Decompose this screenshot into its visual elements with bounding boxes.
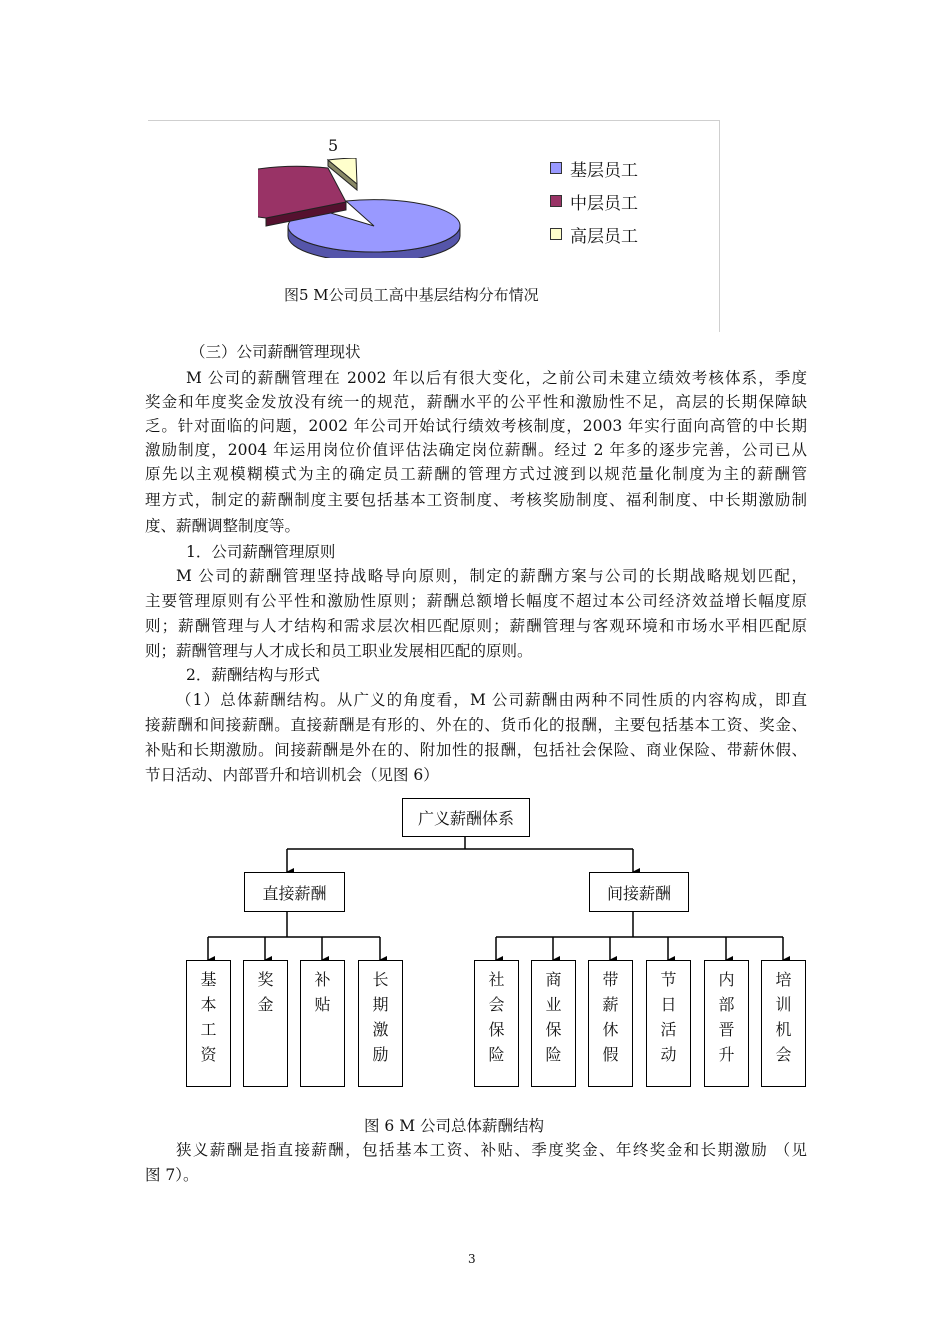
para3-line2: 接薪酬和间接薪酬。直接薪酬是有形的、外在的、货币化的报酬，主要包括基本工资、奖金、 <box>145 716 807 734</box>
para1-line3: 乏。针对面临的问题，2002 年公司开始试行绩效考核制度，2003 年实行面向高管的中长期 <box>145 417 807 435</box>
direct-item-3-char-0: 长 <box>372 970 389 989</box>
direct-item-3-char-3: 励 <box>372 1045 389 1064</box>
direct-item-0 <box>186 960 231 1087</box>
pie-data-label: 5 <box>328 136 339 155</box>
indirect-item-3-char-1: 日 <box>660 995 677 1014</box>
indirect-item-0-char-0: 社 <box>488 970 505 989</box>
indirect-item-0-char-1: 会 <box>488 995 505 1014</box>
para1-line5: 原先以主观模糊模式为主的确定员工薪酬的管理方式过渡到以规范量化制度为主的薪酬管 <box>145 465 807 483</box>
heading-1: 1．公司薪酬管理原则 <box>186 543 336 561</box>
figure-5-caption: 图5 M公司员工高中基层结构分布情况 <box>284 286 539 304</box>
indirect-item-1 <box>531 960 576 1087</box>
node-indirect: 间接薪酬 <box>589 872 689 912</box>
indirect-item-1-char-0: 商 <box>545 970 562 989</box>
direct-item-3 <box>358 960 403 1087</box>
direct-item-0-char-1: 本 <box>200 995 217 1014</box>
para2-line4: 则；薪酬管理与人才成长和员工职业发展相匹配的原则。 <box>145 642 533 660</box>
para2-line1: M 公司的薪酬管理坚持战略导向原则，制定的薪酬方案与公司的长期战略规划匹配， <box>176 567 807 585</box>
para1-line6: 理方式，制定的薪酬制度主要包括基本工资制度、考核奖励制度、福利制度、中长期激励制 <box>145 491 807 509</box>
indirect-item-0 <box>474 960 519 1087</box>
direct-item-2 <box>300 960 345 1087</box>
node-root: 广义薪酬体系 <box>402 798 530 837</box>
indirect-item-3-char-3: 动 <box>660 1045 677 1064</box>
legend-label-top: 高层员工 <box>570 226 638 247</box>
indirect-item-5-char-3: 会 <box>775 1045 792 1064</box>
para3-line1: （1）总体薪酬结构。从广义的角度看，M 公司薪酬由两种不同性质的内容构成，即直 <box>176 691 807 709</box>
indirect-item-2-char-1: 薪 <box>602 995 619 1014</box>
indirect-item-4-char-1: 部 <box>718 995 735 1014</box>
indirect-item-1-char-1: 业 <box>545 995 562 1014</box>
indirect-item-2-char-3: 假 <box>602 1045 619 1064</box>
legend-label-base: 基层员工 <box>570 160 638 181</box>
direct-item-0-char-3: 资 <box>200 1045 217 1064</box>
indirect-item-5-char-1: 训 <box>775 995 792 1014</box>
indirect-item-3-char-0: 节 <box>660 970 677 989</box>
heading-2: 2．薪酬结构与形式 <box>186 666 320 684</box>
indirect-item-3 <box>646 960 691 1087</box>
para3-line4: 节日活动、内部晋升和培训机会（见图 6） <box>145 766 439 784</box>
indirect-item-2-char-2: 休 <box>602 1020 619 1039</box>
para1-line1: M 公司的薪酬管理在 2002 年以后有很大变化，之前公司未建立绩效考核体系，季度 <box>186 369 807 387</box>
indirect-item-4 <box>704 960 749 1087</box>
page-number: 3 <box>468 1252 476 1266</box>
indirect-item-0-char-3: 险 <box>488 1045 505 1064</box>
direct-item-0-char-2: 工 <box>200 1020 217 1039</box>
indirect-item-3-char-2: 活 <box>660 1020 677 1039</box>
indirect-item-5-char-2: 机 <box>775 1020 792 1039</box>
para2-line2: 主要管理原则有公平性和激励性原则；薪酬总额增长幅度不超过本公司经济效益增长幅度原 <box>145 592 807 610</box>
para4-line2: 图 7）。 <box>145 1166 199 1184</box>
para1-line2: 奖金和年度奖金发放没有统一的规范，薪酬水平的公平性和激励性不足，高层的长期保障缺 <box>145 393 807 411</box>
indirect-item-0-char-2: 保 <box>488 1020 505 1039</box>
indirect-item-2-char-0: 带 <box>602 970 619 989</box>
node-direct: 直接薪酬 <box>244 872 345 912</box>
indirect-item-5-char-0: 培 <box>775 970 792 989</box>
indirect-item-4-char-2: 晋 <box>718 1020 735 1039</box>
para3-line3: 补贴和长期激励。间接薪酬是外在的、附加性的报酬，包括社会保险、商业保险、带薪休假、 <box>145 741 807 759</box>
direct-item-3-char-2: 激 <box>372 1020 389 1039</box>
indirect-item-1-char-2: 保 <box>545 1020 562 1039</box>
direct-item-0-char-0: 基 <box>200 970 217 989</box>
indirect-item-5 <box>761 960 806 1087</box>
direct-item-1 <box>243 960 288 1087</box>
section-3-heading: （三）公司薪酬管理现状 <box>190 343 361 361</box>
indirect-item-2 <box>588 960 633 1087</box>
para2-line3: 则；薪酬管理与人才结构和需求层次相匹配原则；薪酬管理与客观环境和市场水平相匹配原 <box>145 617 807 635</box>
indirect-item-4-char-0: 内 <box>718 970 735 989</box>
direct-item-1-char-0: 奖 <box>257 970 274 989</box>
indirect-item-4-char-3: 升 <box>718 1045 735 1064</box>
direct-item-3-char-1: 期 <box>372 995 389 1014</box>
figure-6-caption: 图 6 M 公司总体薪酬结构 <box>364 1117 545 1135</box>
para4-line1: 狭义薪酬是指直接薪酬，包括基本工资、补贴、季度奖金、年终奖金和长期激励 （见 <box>176 1141 807 1159</box>
direct-item-1-char-1: 金 <box>257 995 274 1014</box>
legend-label-middle: 中层员工 <box>570 193 638 214</box>
para1-line4: 激励制度，2004 年运用岗位价值评估法确定岗位薪酬。经过 2 年多的逐步完善，公司已从 <box>145 441 807 459</box>
indirect-item-1-char-3: 险 <box>545 1045 562 1064</box>
para1-line7: 度、薪酬调整制度等。 <box>145 517 301 535</box>
direct-item-2-char-0: 补 <box>314 970 331 989</box>
direct-item-2-char-1: 贴 <box>314 995 331 1014</box>
